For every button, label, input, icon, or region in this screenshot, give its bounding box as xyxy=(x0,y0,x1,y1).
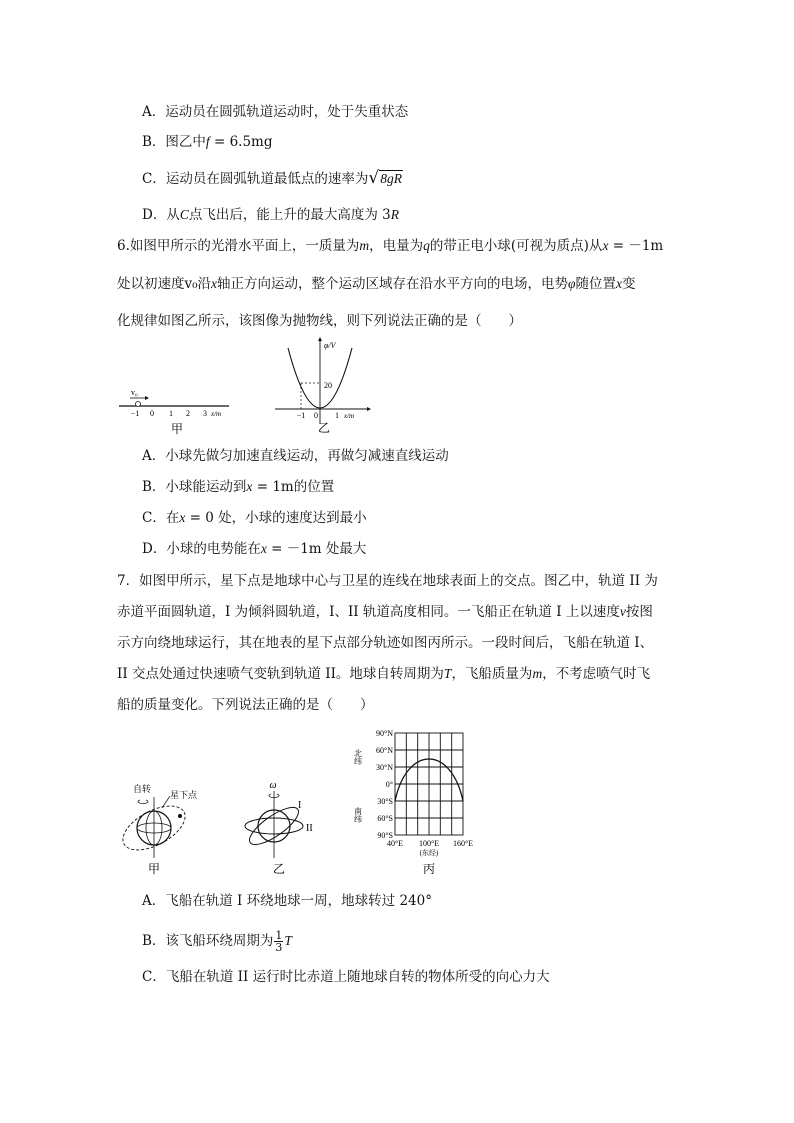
q6-option-a: A．小球先做匀加速直线运动，再做匀减速直线运动 xyxy=(142,448,449,464)
q7-figure-jia xyxy=(118,780,198,875)
q6-var-q: q xyxy=(423,238,430,253)
q7-stem-line3: 示方向绕地球运行，其在地表的星下点部分轨迹如图丙所示。一段时间后，飞船在轨道 I、 xyxy=(117,635,654,651)
q5-option-d-var2: R xyxy=(390,207,399,222)
ball xyxy=(136,402,141,407)
q6-option-b-var: x xyxy=(246,479,253,494)
q5-option-b xyxy=(142,132,273,152)
q6-option-c-var: x xyxy=(179,510,186,525)
q7-text: 赤道平面圆轨道，I 为倾斜圆轨道，I、II 轨道高度相同。一飞船正在轨道 I 上以速度 xyxy=(117,604,620,620)
fraction-numerator: 1 xyxy=(275,929,283,942)
q7-option-b-var: T xyxy=(284,933,292,948)
subpoint-label: 星下点 xyxy=(170,790,198,800)
q6-option-c xyxy=(142,508,367,528)
q7-stem-line5: 船的质量变化。下列说法正确的是（ ） xyxy=(117,697,374,713)
q5-option-b-var: f xyxy=(205,134,210,149)
v0-label: v₀ xyxy=(131,388,138,397)
v0-arrowhead xyxy=(145,396,149,400)
omega-label: ω xyxy=(269,780,277,791)
q5-option-d xyxy=(142,205,399,225)
q7-text: ，飞船质量为 xyxy=(451,666,533,682)
tick-label: 0 xyxy=(150,409,154,418)
q6-text: ，电量为 xyxy=(369,238,424,254)
q7-figure-bing xyxy=(345,725,485,877)
q6-text: 轴正方向运动，整个运动区域存在沿水平方向的电场，电势 xyxy=(217,276,569,292)
y-axis-arrowhead xyxy=(318,337,322,341)
q6-option-b xyxy=(142,477,334,497)
q6-figure-yi xyxy=(270,336,380,436)
y-tick-label: 30°S xyxy=(377,797,393,806)
q6-text: 的带正电小球(可视为质点)从 xyxy=(429,238,603,254)
q7-option-a: A．飞船在轨道 I 环绕地球一周，地球转过 240° xyxy=(142,893,432,909)
q7-var-T: T xyxy=(443,666,452,681)
y-tick-label: 60°N xyxy=(376,746,393,755)
q6-text: 变 xyxy=(622,276,636,292)
q7-var-m: m xyxy=(532,666,543,681)
q7-var-v: v xyxy=(619,604,626,619)
x-axis-label: x/m xyxy=(211,410,222,418)
q6-stem-line1 xyxy=(117,236,663,256)
q7-stem-line2 xyxy=(117,602,653,622)
q6-stem-line2 xyxy=(117,274,636,294)
figure-caption: 甲 xyxy=(147,862,161,875)
q5-option-b-suffix: = 6.5mg xyxy=(209,134,273,150)
q7-option-c: C．飞船在轨道 II 运行时比赤道上随地球自转的物体所受的向心力大 xyxy=(142,969,550,985)
q7-option-b xyxy=(142,930,292,953)
q5-option-b-prefix: B．图乙中 xyxy=(142,134,206,150)
x-axis-unit: (东经) xyxy=(419,849,439,857)
q6-text: 随位置 xyxy=(575,276,617,292)
q7-stem-line1: 7．如图甲所示，星下点是地球中心与卫星的连线在地球表面上的交点。图乙中，轨道 II 为 xyxy=(117,573,658,589)
q5-option-c-radicand: 8gR xyxy=(380,171,402,186)
q7-figure-yi xyxy=(235,778,325,875)
q6-text: 6.如图甲所示的光滑水平面上，一质量为 xyxy=(117,238,360,254)
figure-caption: 丙 xyxy=(422,862,436,876)
q5-option-d-mid: 点飞出后，能上升的最大高度为 3 xyxy=(188,207,391,223)
figure-caption: 乙 xyxy=(317,421,331,435)
q6-var-phi: φ xyxy=(568,276,576,291)
q6-var-x: x xyxy=(211,276,218,291)
q5-option-d-prefix: D．从 xyxy=(142,207,180,223)
x-tick-label: 1 xyxy=(335,411,339,420)
orbit-ii-label: II xyxy=(306,823,313,834)
q7-option-b-prefix: B．该飞船环绕周期为 xyxy=(142,933,274,949)
satellite-orbit xyxy=(118,797,192,859)
rotation-arrow xyxy=(138,800,148,804)
y-tick-label: 90°S xyxy=(377,831,393,840)
fraction xyxy=(274,930,283,953)
q7-text: ，不考虑喷气时飞 xyxy=(542,666,651,682)
x-tick-label: 40°E xyxy=(386,839,404,848)
q6-option-d-suffix: = －1m 处最大 xyxy=(266,541,367,557)
q6-var-x: x xyxy=(602,238,609,253)
q5-option-c xyxy=(142,168,403,189)
y-axis-label: φ/V xyxy=(324,341,336,350)
q7-stem-line4 xyxy=(117,664,650,684)
q6-option-b-suffix: = 1m的位置 xyxy=(252,479,335,495)
x-tick-label: 100°E xyxy=(418,839,440,848)
tick-label: 3 xyxy=(203,409,207,418)
x-tick-label: 0 xyxy=(314,411,318,420)
x-tick-label: −1 xyxy=(296,411,306,420)
q7-text: II 交点处通过快速喷气变轨到轨道 II。地球自转周期为 xyxy=(117,666,444,682)
y-tick-label: 20 xyxy=(324,381,332,390)
x-axis-label: x/m xyxy=(344,412,355,420)
q7-text: 按图 xyxy=(625,604,653,620)
tick-label: −1 xyxy=(130,409,140,418)
x-tick-label: 160°E xyxy=(452,839,474,848)
q6-option-c-prefix: C．在 xyxy=(142,510,180,526)
x-axis-arrowhead xyxy=(367,407,371,411)
q6-var-m: m xyxy=(359,238,370,253)
q6-option-b-prefix: B．小球能运动到 xyxy=(142,479,247,495)
q6-text: 处以初速度v₀沿 xyxy=(117,276,212,292)
tick-label: 1 xyxy=(169,409,173,418)
y-tick-label: 90°N xyxy=(376,729,393,738)
tick-label: 2 xyxy=(186,409,190,418)
figure-caption: 乙 xyxy=(272,862,286,875)
figure-caption: 甲 xyxy=(170,422,184,435)
fraction-denominator: 3 xyxy=(275,941,283,954)
north-latitude-label: 北纬 xyxy=(353,749,363,765)
q6-var-x: x xyxy=(616,276,623,291)
q5-option-c-prefix: C．运动员在圆弧轨道最低点的速率为 xyxy=(142,171,369,187)
sqrt-sign: √ xyxy=(368,168,380,188)
satellite xyxy=(178,814,182,818)
y-tick-label: 0° xyxy=(385,780,393,789)
orbit-i-label: I xyxy=(298,800,302,811)
q5-option-d-var: C xyxy=(179,207,189,222)
q6-option-d-var: x xyxy=(260,541,267,556)
q6-text: = －1m xyxy=(608,238,664,254)
q6-figure-jia xyxy=(115,380,240,435)
ground-track-grid xyxy=(395,733,463,835)
q6-option-c-suffix: = 0 处，小球的速度达到最小 xyxy=(185,510,367,526)
south-latitude-label: 南纬 xyxy=(353,807,363,823)
y-tick-label: 30°N xyxy=(376,763,393,772)
q6-stem-line3: 化规律如图乙所示，该图像为抛物线，则下列说法正确的是（ ） xyxy=(117,313,522,329)
q6-option-d xyxy=(142,539,366,559)
y-tick-label: 60°S xyxy=(377,814,393,823)
q6-option-d-prefix: D．小球的电势能在 xyxy=(142,541,261,557)
rotation-label: 自转 xyxy=(132,784,152,794)
q5-option-a: A．运动员在圆弧轨道运动时，处于失重状态 xyxy=(142,104,409,120)
